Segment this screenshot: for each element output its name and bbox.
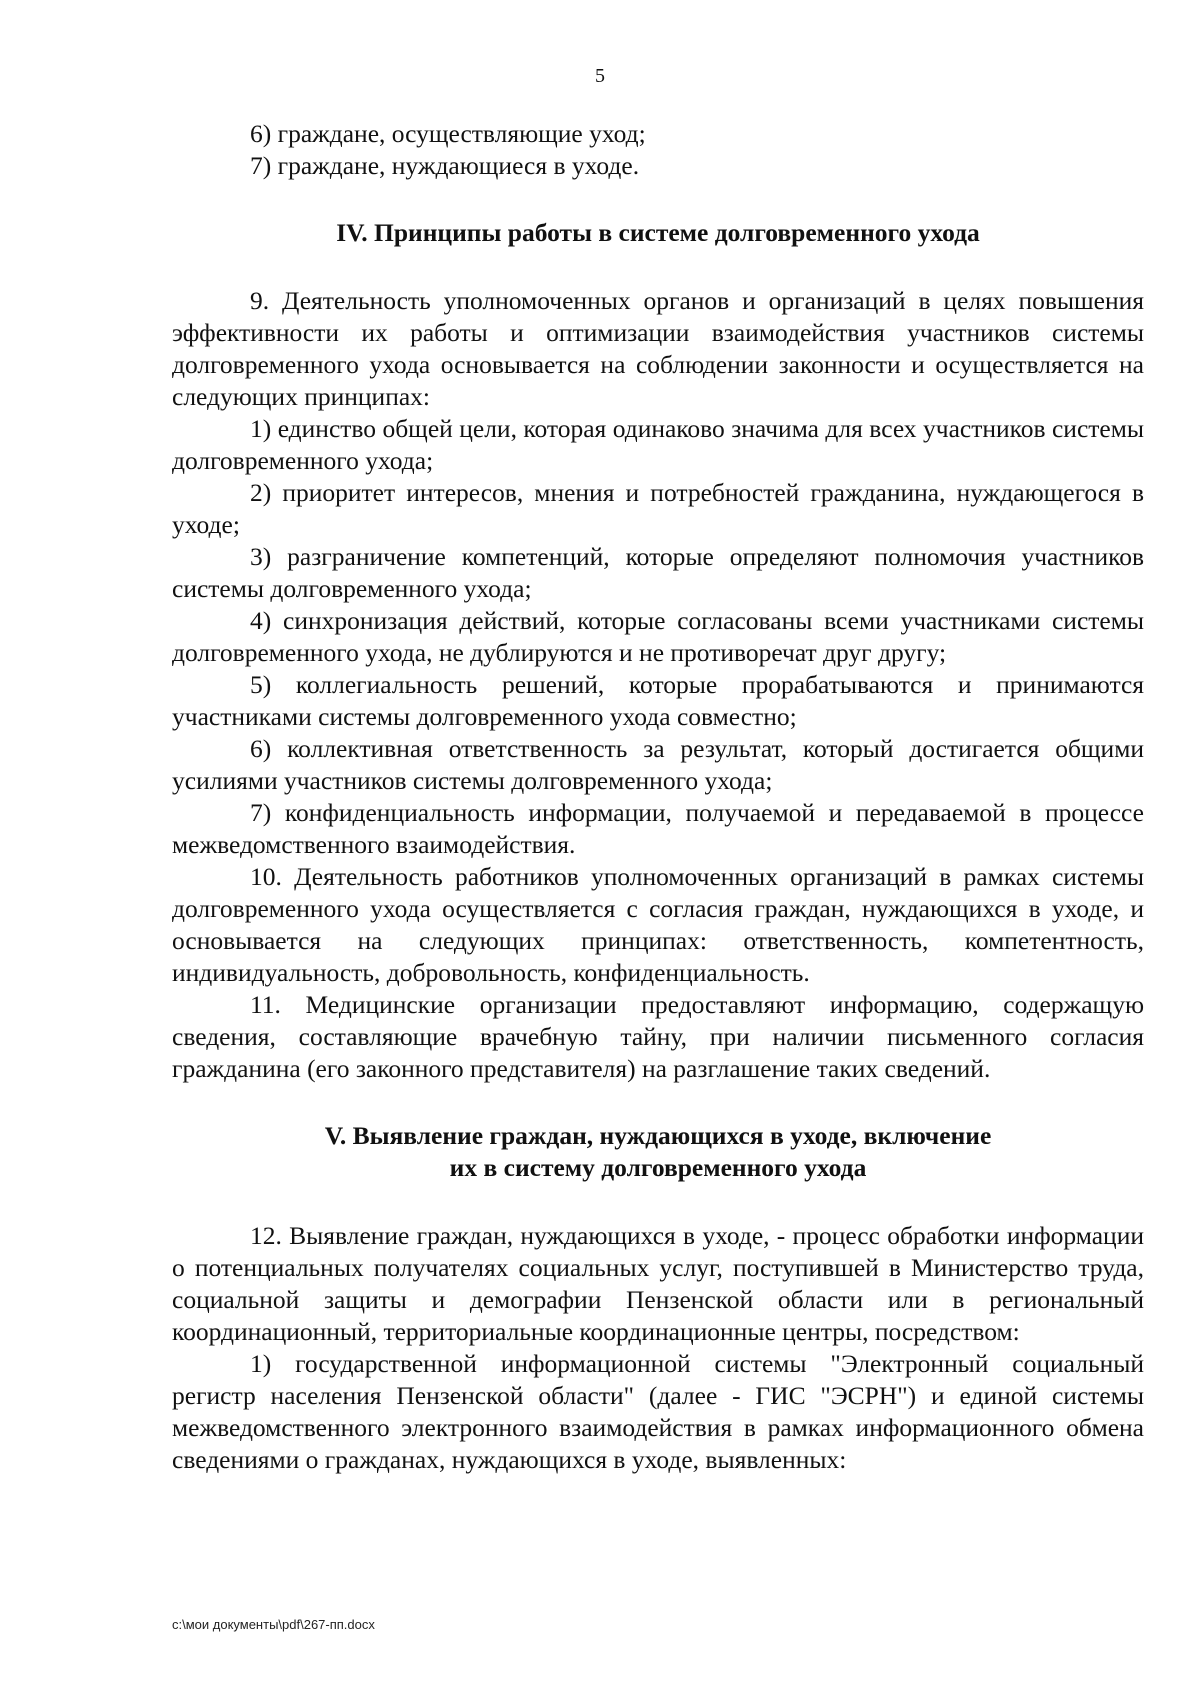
principle-4: 4) синхронизация действий, которые согласованы всеми участниками системы долговременного ухода, не дублируются и не противоречат друг другу; bbox=[172, 606, 1144, 667]
principle-7: 7) конфиденциальность информации, получаемой и передаваемой в процессе межведомственного взаимодействия. bbox=[172, 798, 1144, 859]
principle-3: 3) разграничение компетенций, которые определяют полномочия участников системы долговременного ухода; bbox=[172, 542, 1144, 603]
list-item-6: 6) граждане, осуществляющие уход; bbox=[250, 119, 646, 148]
paragraph-12-item-1: 1) государственной информационной системы "Электронный социальный регистр населения Пензенской области" (далее - ГИС "ЭСРН") и единой системы межведомственного электронного взаимодействия в рамках информационного обмена сведениями о гражданах, нуждающихся в уходе, выявленных: bbox=[172, 1349, 1144, 1474]
principle-6: 6) коллективная ответственность за результат, который достигается общими усилиями участников системы долговременного ухода; bbox=[172, 734, 1144, 795]
principle-2: 2) приоритет интересов, мнения и потребностей гражданина, нуждающегося в уходе; bbox=[172, 478, 1144, 539]
paragraph-9: 9. Деятельность уполномоченных органов и организаций в целях повышения эффективности их работы и оптимизации взаимодействия участников системы долговременного ухода основывается на соблюдении законности и осуществляется на следующих принципах: bbox=[172, 286, 1144, 411]
section-5-heading bbox=[172, 1120, 1144, 1184]
paragraph-10: 10. Деятельность работников уполномоченных организаций в рамках системы долговременного ухода осуществляется с согласия граждан, нуждающихся в уходе, и основывается на следующих принципах: ответственность, компетентность, индивидуальность, добровольность, конфиденциальность. bbox=[172, 862, 1144, 987]
document-body bbox=[172, 118, 1144, 1476]
principle-1: 1) единство общей цели, которая одинаково значима для всех участников системы долговременного ухода; bbox=[172, 414, 1144, 475]
section-5-heading-line-1: V. Выявление граждан, нуждающихся в уходе, включение bbox=[324, 1121, 992, 1150]
principle-5: 5) коллегиальность решений, которые прорабатываются и принимаются участниками системы долговременного ухода совместно; bbox=[172, 670, 1144, 731]
section-5-body bbox=[172, 1220, 1144, 1476]
section-5-heading-line-2: их в систему долговременного ухода bbox=[449, 1153, 867, 1182]
list-item-7: 7) граждане, нуждающиеся в уходе. bbox=[250, 151, 640, 180]
section-4-heading: IV. Принципы работы в системе долговременного ухода bbox=[336, 218, 980, 247]
paragraph-12: 12. Выявление граждан, нуждающихся в уходе, - процесс обработки информации о потенциальных получателях социальных услуг, поступившей в Министерство труда, социальной защиты и демографии Пензенской области или в региональный координационный, территориальные координационные центры, посредством: bbox=[172, 1221, 1144, 1346]
section-4-body bbox=[172, 285, 1144, 1085]
file-path-footer: c:\мои документы\pdf\267-пп.docx bbox=[172, 1617, 375, 1632]
page-number: 5 bbox=[595, 65, 605, 87]
paragraph-11: 11. Медицинские организации предоставляют информацию, содержащую сведения, составляющие врачебную тайну, при наличии письменного согласия гражданина (его законного представителя) на разглашение таких сведений. bbox=[172, 990, 1144, 1083]
